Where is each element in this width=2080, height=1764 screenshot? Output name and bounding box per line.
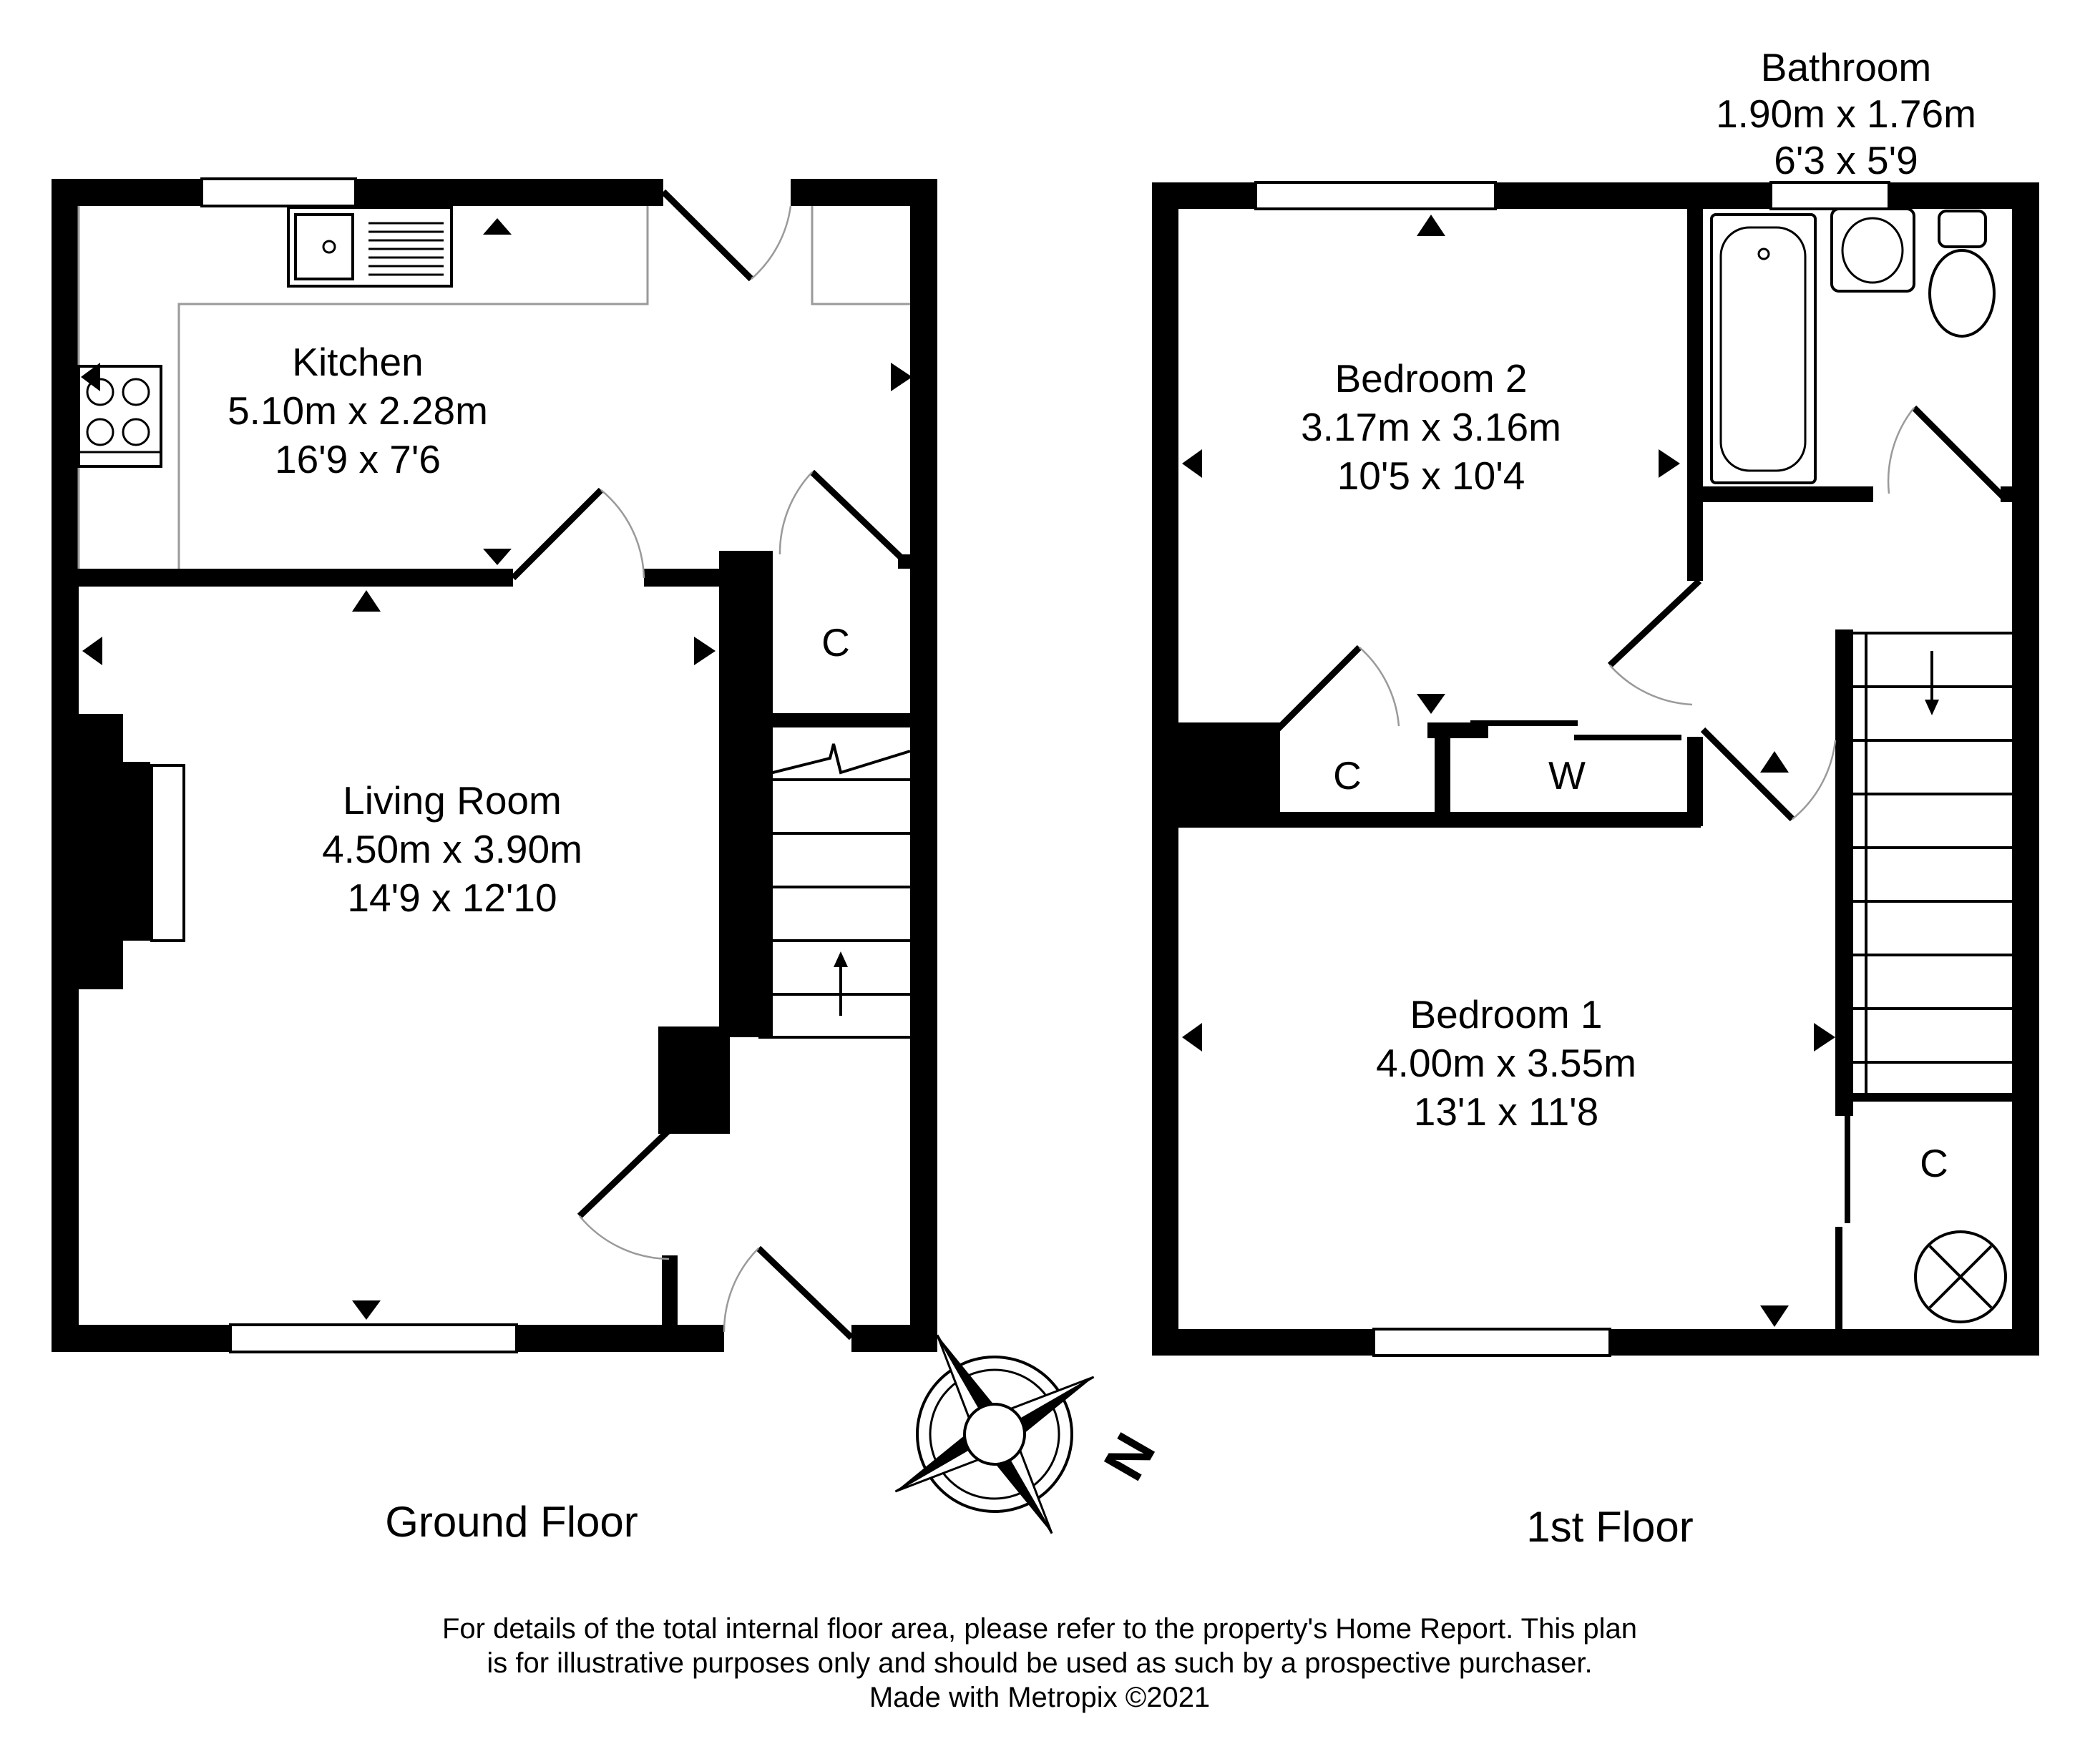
first-closet-label: C: [1333, 753, 1362, 798]
kitchen-name: Kitchen: [292, 340, 424, 384]
disclaimer-line-2: is for illustrative purposes only and should be used as such by a prospective purchaser.: [487, 1647, 1593, 1679]
living-room-metric: 4.50m x 3.90m: [322, 827, 582, 871]
ground-floor-title: Ground Floor: [385, 1498, 638, 1546]
bathroom-imperial: 6'3 x 5'9: [1774, 138, 1918, 182]
bedroom-1-name: Bedroom 1: [1410, 992, 1603, 1037]
landing-closet-label: C: [1920, 1141, 1948, 1185]
living-room-imperial: 14'9 x 12'10: [347, 876, 557, 920]
compass-north-letter: N: [1091, 1422, 1168, 1491]
bedroom-2-imperial: 10'5 x 10'4: [1337, 454, 1525, 498]
bedroom-1-metric: 4.00m x 3.55m: [1376, 1041, 1636, 1085]
wardrobe-label: W: [1548, 753, 1586, 798]
bedroom-2-metric: 3.17m x 3.16m: [1301, 405, 1561, 449]
bedroom-2-name: Bedroom 2: [1334, 356, 1528, 401]
ground-closet-label: C: [821, 620, 850, 665]
bathroom-metric: 1.90m x 1.76m: [1716, 92, 1976, 136]
bathroom-name: Bathroom: [1760, 45, 1932, 89]
kitchen-metric: 5.10m x 2.28m: [228, 388, 488, 433]
bedroom-1-imperial: 13'1 x 11'8: [1413, 1089, 1599, 1134]
kitchen-imperial: 16'9 x 7'6: [274, 437, 441, 481]
first-floor-title: 1st Floor: [1526, 1503, 1694, 1551]
ground-floor-plan: [52, 179, 937, 1352]
living-room-name: Living Room: [343, 778, 562, 823]
disclaimer-line-3: Made with Metropix ©2021: [869, 1682, 1211, 1713]
first-floor-plan: [1152, 182, 2039, 1356]
disclaimer-line-1: For details of the total internal floor area, please refer to the property's Home Report. This plan: [442, 1613, 1637, 1645]
